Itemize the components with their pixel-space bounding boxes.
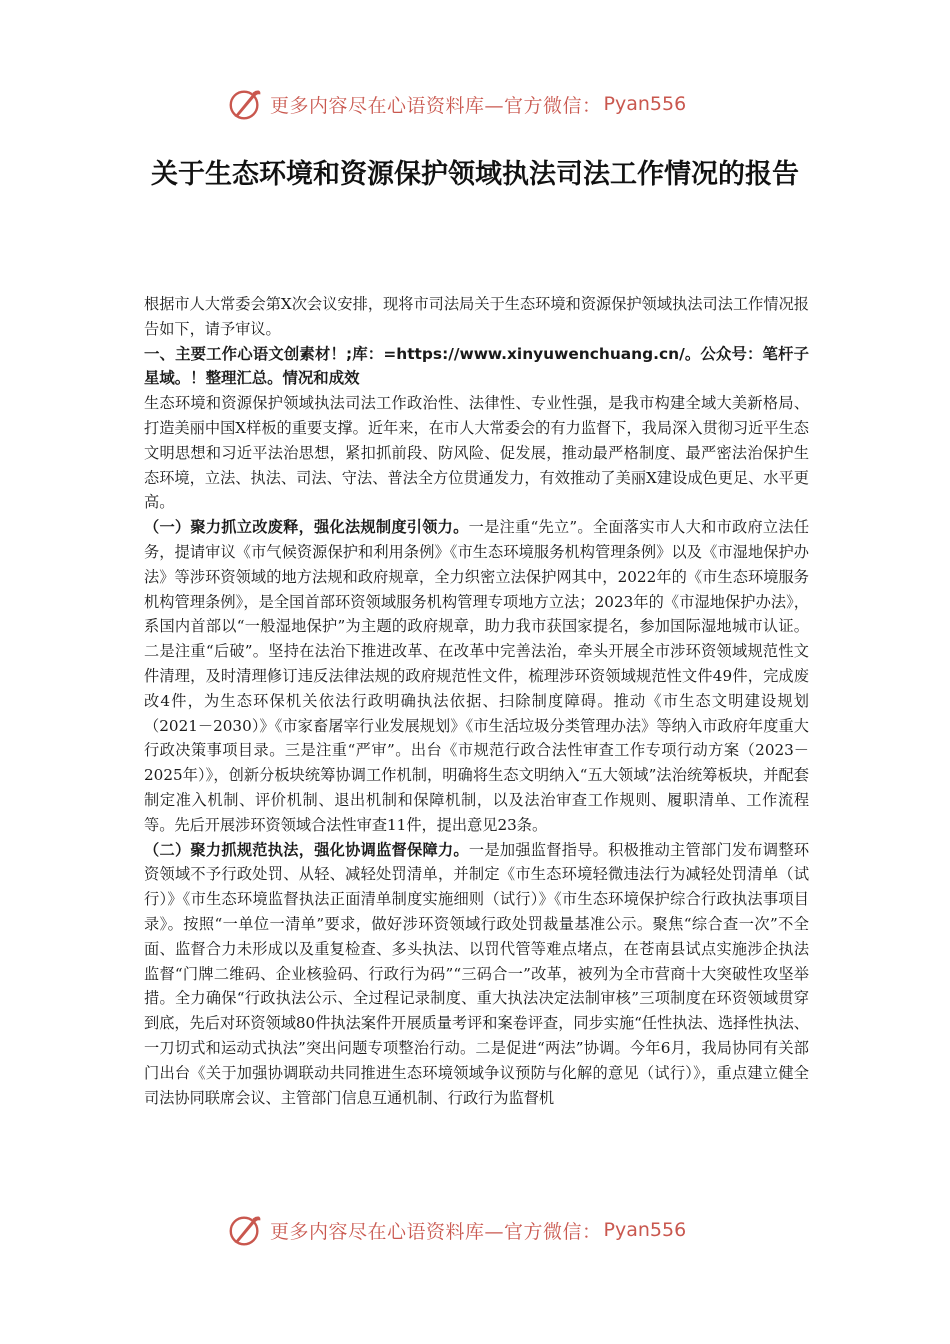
section-2-body: 一是加强监督指导。积极推动主管部门发布调整环资领域不予行政处罚、从轻、减轻处罚清单，并制定《市生态环境轻微违法行为减轻处罚清单（试行）》《市生态环境监督执法正面清单制度实施细则（试行）》《市生态环境保护综合行政执法事项目录》。按照“一单位一清单”要求，做好涉环资领域行政处罚裁量基准公示。聚焦“综合查一次”不全面、监督合力未形成以及重复检查、多头执法、以罚代管等难点堵点，在苍南县试点实施涉企执法监督“门牌二维码、企业核验码、行政行为码”“三码合一”改革，被列为全市营商十大突破性攻坚举措。全力确保“行政执法公示、全过程记录制度、重大执法决定法制审核”三项制度在环资领域贯穿到底，先后对环资领域80件执法案件开展质量考评和案卷评查，同步实施“任性执法、选择性执法、一刀切式和运动式执法”突出问题专项整治行动。二是促进“两法”协调。今年6月，我局协同有关部门出台《关于加强协调联动共同推进生态环境领域争议预防与化解的意见（试行）》，重点建立健全司法协同联席会议、主管部门信息互通机制、行政行为监督机: [144, 840, 809, 1107]
document-body: [144, 292, 809, 1110]
section-2-paragraph: [144, 838, 809, 1111]
watermark-text: 更多内容尽在心语资料库—官方微信：: [270, 1220, 602, 1243]
watermark-wechat-id: Pyan556: [603, 1219, 687, 1241]
section-2-lead: （二）聚力抓规范执法，强化协调监督保障力。: [144, 840, 469, 859]
watermark-wechat-id: Pyan556: [603, 93, 687, 115]
intro-paragraph: 根据市人大常委会第X次会议安排，现将市司法局关于生态环境和资源保护领域执法司法工作情况报告如下，请予审议。: [144, 295, 809, 338]
quill-logo-icon: [226, 1211, 264, 1249]
section-heading-1: 一、主要工作心语文创素材！;库：=https://www.xinyuwenchuang.cn/。公众号：笔杆子星域。！整理汇总。情况和成效: [144, 344, 809, 388]
document-title: 关于生态环境和资源保护领域执法司法工作情况的报告: [151, 159, 799, 190]
watermark-banner-bottom: [226, 1208, 746, 1252]
overview-paragraph: 生态环境和资源保护领域执法司法工作政治性、法律性、专业性强，是我市构建全域大美新格局、打造美丽中国X样板的重要支撑。近年来，在市人大常委会的有力监督下，我局深入贯彻习近平生态文明思想和习近平法治思想，紧扣抓前段、防风险、促发展，推动最严格制度、最严密法治保护生态环境，立法、执法、司法、守法、普法全方位贯通发力，有效推动了美丽X建设成色更足、水平更高。: [144, 394, 809, 512]
section-1-lead: （一）聚力抓立改废释，强化法规制度引领力。: [144, 518, 469, 537]
section-1-body: 一是注重“先立”。全面落实市人大和市政府立法任务，提请审议《市气候资源保护和利用条例》《市生态环境服务机构管理条例》以及《市湿地保护办法》等涉环资领域的地方法规和政府规章，全力织密立法保护网其中，2022年的《市生态环境服务机构管理条例》，是全国首部环资领域服务机构管理专项地方立法；2023年的《市湿地保护办法》，系国内首部以“一般湿地保护”为主题的政府规章，助力我市获国家提名，参加国际湿地城市认证。二是注重“后破”。坚持在法治下推进改革、在改革中完善法治，牵头开展全市涉环资领域规范性文件清理，及时清理修订违反法律法规的政府规范性文件，梳理涉环资领域规范性文件49件，完成废改4件，为生态环保机关依法行政明确执法依据、扫除制度障碍。推动《市生态文明建设规划（2021－2030）》《市家畜屠宰行业发展规划》《市生活垃圾分类管理办法》等纳入市政府年度重大行政决策事项目录。三是注重“严审”。出台《市规范行政合法性审查工作专项行动方案（2023－2025年）》，创新分板块统筹协调工作机制，明确将生态文明纳入“五大领域”法治统筹板块，并配套制定准入机制、评价机制、退出机制和保障机制，以及法治审查工作规则、履职清单、工作流程等。先后开展涉环资领域合法性审查11件，提出意见23条。: [144, 518, 810, 834]
watermark-text: 更多内容尽在心语资料库—官方微信：: [270, 94, 602, 117]
quill-logo-icon: [226, 85, 264, 123]
watermark-banner-top: [226, 82, 746, 126]
section-1-paragraph: [144, 515, 809, 837]
